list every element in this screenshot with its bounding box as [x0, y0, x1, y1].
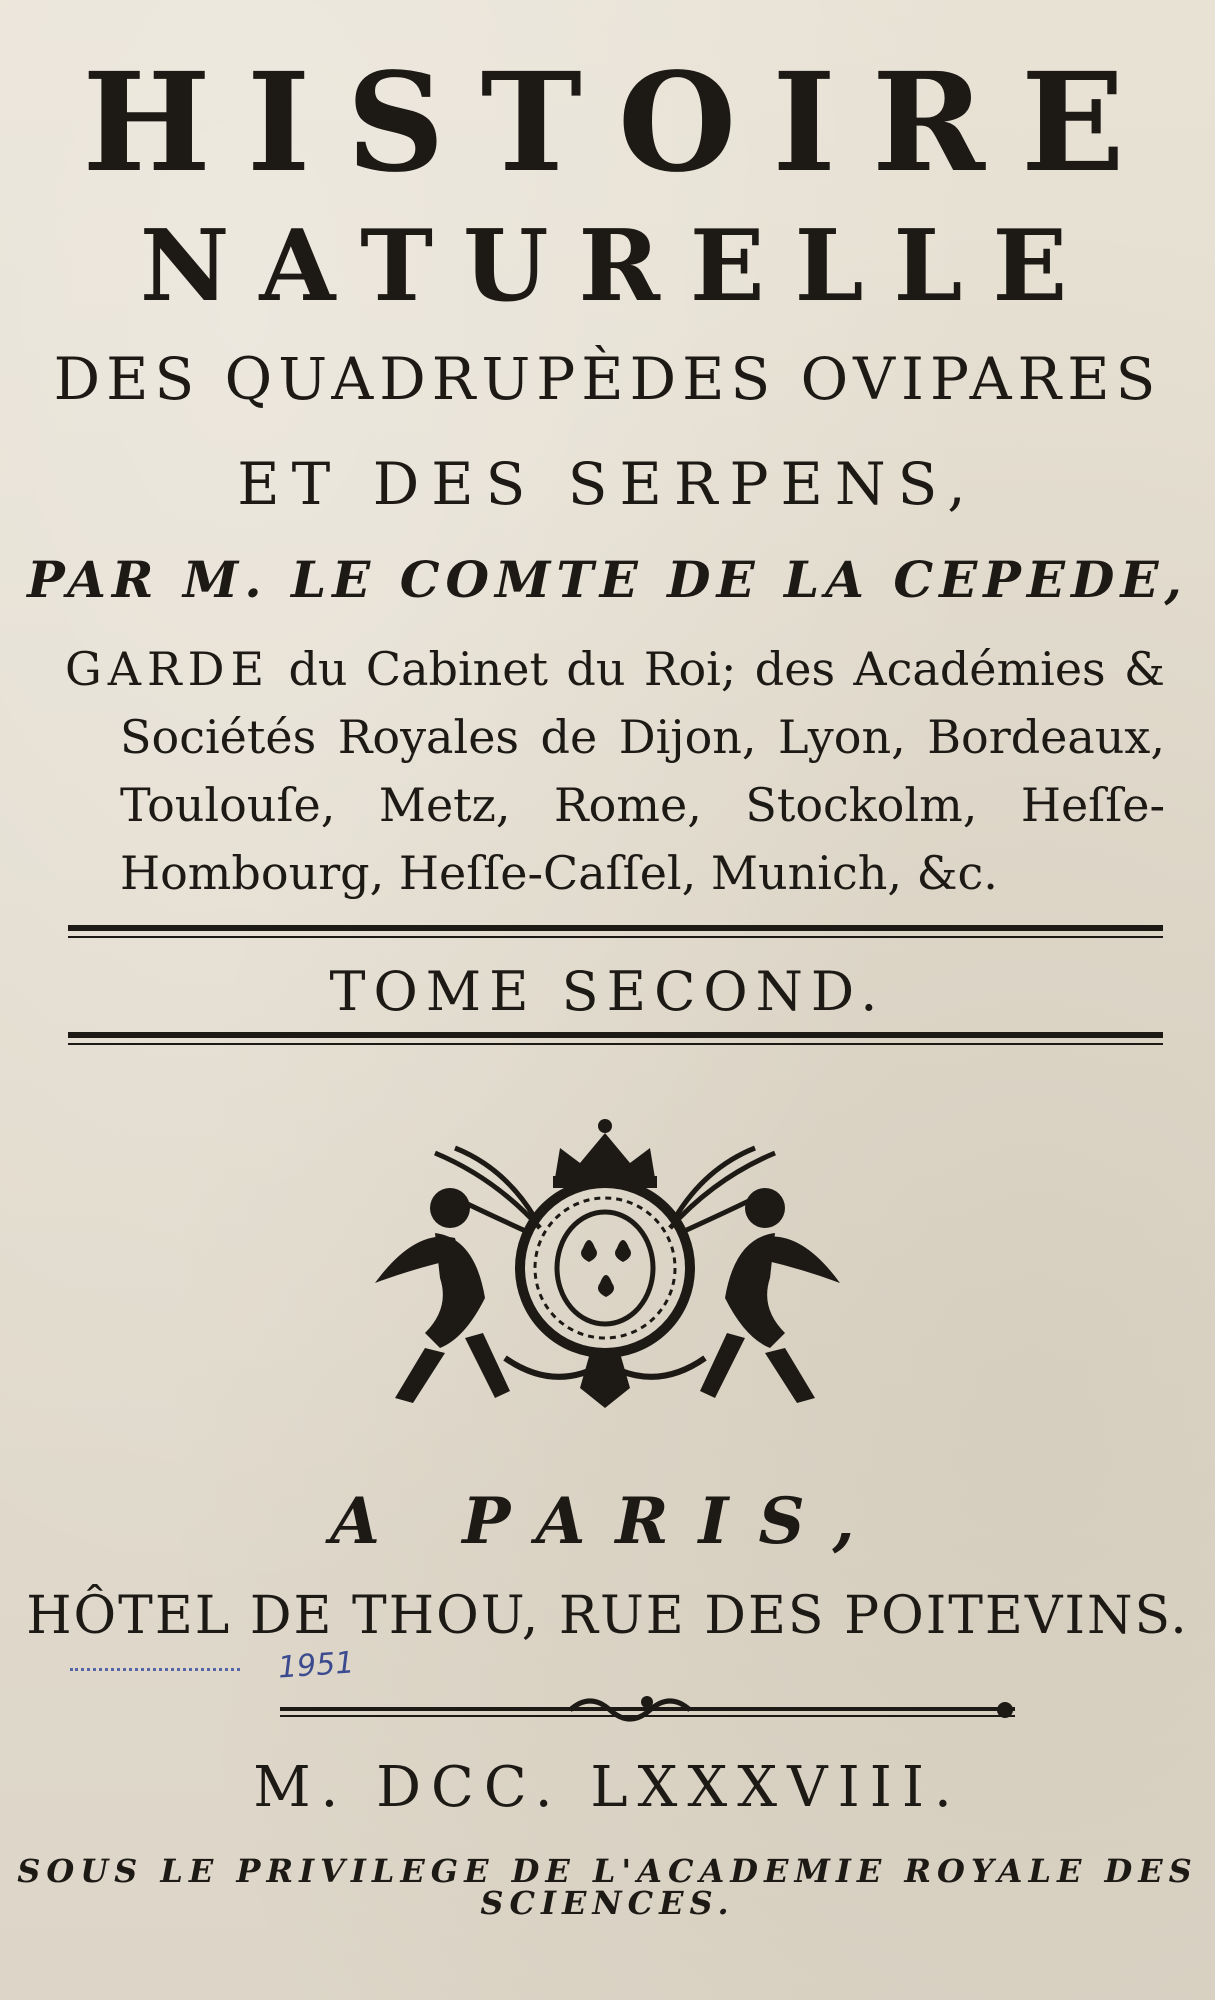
order-pendant-icon [505, 1353, 705, 1408]
cherub-left-icon [375, 1188, 510, 1403]
rule-thin-line [68, 936, 1163, 938]
qualifications-line-2: Sociétés Royales de Dijon, Lyon, Bordeaux, [120, 710, 1165, 764]
title-line-3: DES QUADRUPÈDES OVIPARES [53, 345, 1162, 413]
crown-icon [553, 1119, 657, 1188]
cherub-right-icon [700, 1188, 840, 1403]
qualifications-line-1 [65, 635, 1165, 703]
rule-thin-line [68, 1043, 1163, 1045]
shield-icon [520, 1183, 690, 1353]
imprint-address: HÔTEL DE THOU, RUE DES POITEVINS. [26, 1586, 1189, 1646]
fleur-de-lis-icon [581, 1240, 631, 1297]
title-line-2: NATURELLE [139, 209, 1098, 324]
ornamental-rule [280, 1690, 1015, 1730]
imprint-date: M. DCC. LXXXVIII. [253, 1755, 962, 1820]
author-qualifications [65, 635, 1165, 907]
rule-thick-line [68, 1032, 1163, 1038]
royal-arms-emblem [355, 1108, 855, 1428]
double-rule-bottom [68, 1032, 1163, 1045]
author-line: PAR M. LE COMTE DE LA CEPEDE, [27, 550, 1188, 609]
title-line-1: HISTOIRE [82, 43, 1161, 203]
imprint-city: A PARIS, [330, 1484, 885, 1559]
imprint-privilege: SOUS LE PRIVILEGE DE L'ACADEMIE ROYALE DES SCIENCES. [17, 1852, 1198, 1922]
qualifications-line-4: Hombourg, Heſſe-Caſſel, Munich, &c. [120, 846, 998, 900]
qualifications-line-1-text: du Cabinet du Roi; des Académies & [288, 642, 1165, 696]
title-line-4: ET DES SERPENS, [237, 450, 978, 518]
rule-thick-line [68, 925, 1163, 931]
double-rule-top [68, 925, 1163, 938]
garde-word: GARDE [65, 642, 271, 696]
handwritten-note: 1951 [276, 1645, 356, 1686]
pencil-dotted-mark [70, 1668, 240, 1677]
volume-label: TOME SECOND. [329, 960, 886, 1023]
qualifications-line-3: Toulouſe, Metz, Rome, Stockolm, Heſſe- [120, 778, 1165, 832]
